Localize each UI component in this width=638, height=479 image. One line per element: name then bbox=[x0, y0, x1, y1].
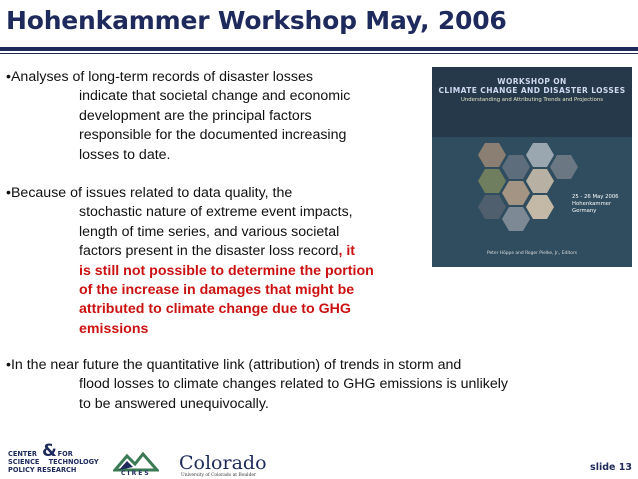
slide-title: Hohenkammer Workshop May, 2006 bbox=[6, 6, 507, 35]
cstpr-science: SCIENCE bbox=[8, 458, 40, 466]
hex-photo-1 bbox=[478, 143, 506, 167]
bullet-3-line-2: flood losses to climate changes related to GHG emissions is unlikely bbox=[79, 376, 508, 393]
bullet-2 bbox=[6, 184, 374, 339]
cover-date-line-1: 25 - 26 May 2006 bbox=[572, 194, 619, 200]
hex-photo-2 bbox=[502, 155, 530, 179]
cover-date-line-2: Hohenkammer bbox=[572, 201, 612, 207]
bullet-1-line-4: responsible for the documented increasing bbox=[79, 127, 347, 144]
cover-title-line-2: CLIMATE CHANGE AND DISASTER LOSSES bbox=[438, 86, 626, 95]
bullet-1-line-3: development are the principal factors bbox=[79, 107, 312, 124]
cover-title-line-1: WORKSHOP ON bbox=[497, 77, 567, 86]
cover-hexagon-photos bbox=[432, 67, 632, 267]
cover-editors: Peter Höppe and Roger Pielke, Jr., Editors bbox=[486, 251, 578, 256]
slide-number: slide 13 bbox=[590, 462, 632, 473]
cstpr-ampersand: & bbox=[42, 441, 57, 461]
cstpr-logo bbox=[8, 441, 99, 474]
bullet-2-line-3: length of time series, and various societal bbox=[79, 223, 340, 240]
bullet-1 bbox=[6, 68, 350, 165]
hex-photo-4 bbox=[478, 169, 506, 193]
cires-logo-text: CIRES bbox=[121, 470, 151, 477]
cstpr-for: FOR bbox=[57, 450, 73, 458]
hex-photo-8 bbox=[526, 195, 554, 219]
bullet-2-line-4-red: , it bbox=[338, 243, 355, 260]
hex-photo-10 bbox=[550, 155, 578, 179]
bullet-2-emphasis-line-3: attributed to climate change due to GHG bbox=[79, 301, 351, 318]
cstpr-center: CENTER bbox=[8, 450, 37, 458]
title-underline-thin bbox=[0, 53, 638, 54]
bullet-1-line-2: indicate that societal change and economic bbox=[79, 88, 351, 105]
bullet-2-emphasis-line-2: of the increase in damages that might be bbox=[79, 282, 355, 299]
bullet-3 bbox=[6, 356, 508, 414]
hex-photo-7 bbox=[478, 195, 506, 219]
bullet-2-emphasis-line-1: is still not possible to determine the portion bbox=[79, 262, 374, 279]
hex-photo-3 bbox=[526, 143, 554, 167]
bullet-1-line-1: •Analyses of long-term records of disaster losses bbox=[6, 69, 313, 85]
hex-photo-9 bbox=[502, 207, 530, 231]
hex-photo-5 bbox=[526, 169, 554, 193]
bullet-2-line-4-text: factors present in the disaster loss record bbox=[79, 243, 339, 260]
bullet-2-line-1: •Because of issues related to data quality, the bbox=[6, 185, 293, 201]
cstpr-policy-research: POLICY RESEARCH bbox=[8, 466, 77, 474]
bullet-3-line-1: •In the near future the quantitative link (attribution) of trends in storm and bbox=[6, 357, 462, 373]
workshop-book-cover bbox=[432, 67, 632, 267]
cover-date bbox=[572, 194, 619, 215]
bullet-3-line-3: to be answered unequivocally. bbox=[79, 395, 269, 412]
colorado-logo: Colorado bbox=[179, 452, 267, 474]
title-underline bbox=[0, 47, 638, 51]
bullet-1-line-5: losses to date. bbox=[79, 146, 171, 163]
cover-subtitle: Understanding and Attributing Trends and Projections bbox=[461, 97, 603, 103]
hex-photo-6 bbox=[502, 181, 530, 205]
bullet-2-line-4 bbox=[6, 242, 374, 261]
bullet-2-line-2: stochastic nature of extreme event impacts, bbox=[79, 204, 353, 221]
colorado-logo-subtitle: University of Colorado at Boulder bbox=[181, 473, 257, 478]
cover-date-line-3: Germany bbox=[572, 208, 597, 214]
bullet-2-emphasis-line-4: emissions bbox=[79, 320, 149, 337]
cstpr-technology: TECHNOLOGY bbox=[48, 458, 99, 466]
